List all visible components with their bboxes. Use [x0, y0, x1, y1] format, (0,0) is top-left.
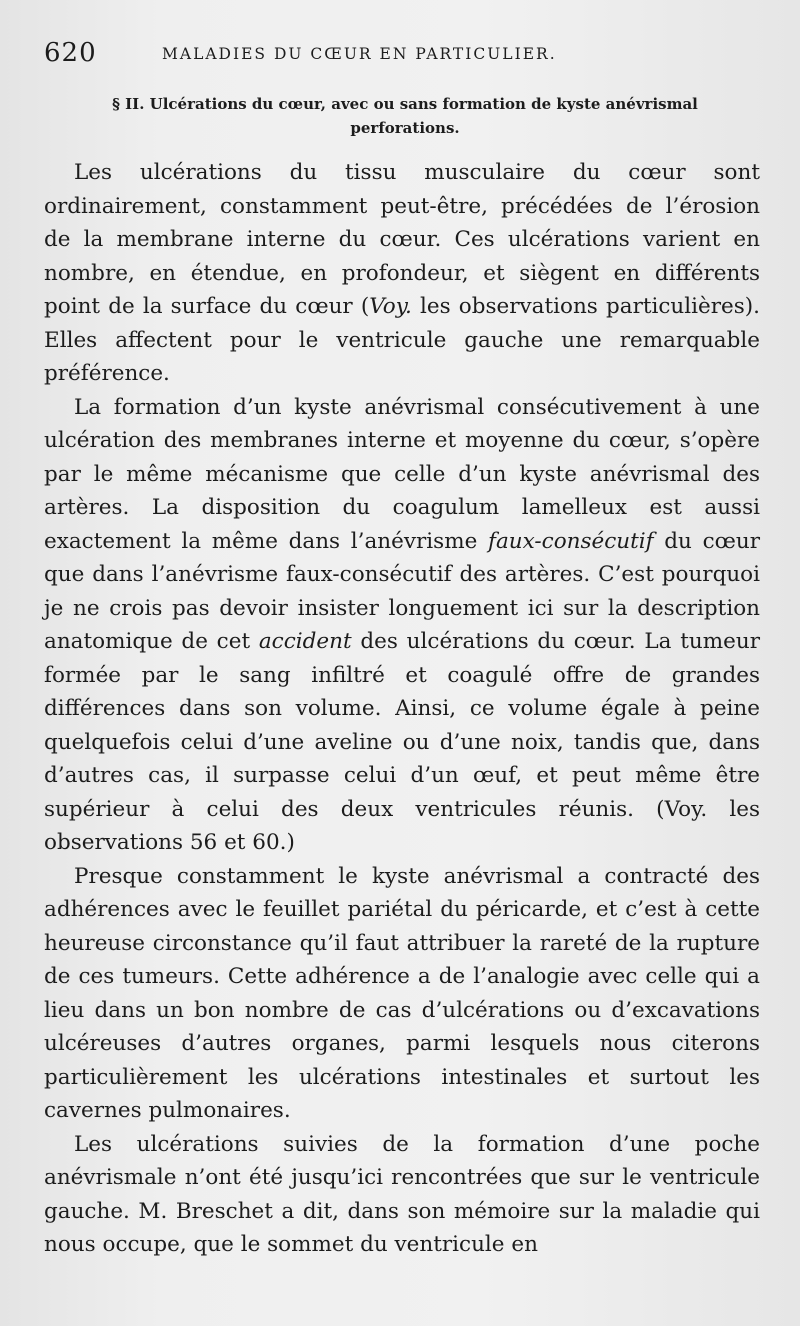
- paragraph-text: Les ulcérations du tissu musculaire du cœur sont ordinairement, constamment peut-être, précédées de l’érosion de la membrane interne du cœur. Ces ulcérations varient en nombre, en étendue, en profondeur, et siègent en différents point de la surface du cœur (: [44, 160, 760, 319]
- paragraph-text: La formation d’un kyste anévrismal consécutivement à une ulcération des membranes interne et moyenne du cœur, s’opère par le même mécanisme que celle d’un kyste anévrismal des artères. La disposition du coagulum lamelleux est aussi exactement la même dans l’anévrisme: [44, 394, 760, 554]
- paragraph-2: [44, 391, 760, 860]
- italic-text: accident: [258, 629, 352, 654]
- section-title-line: § II. Ulcérations du cœur, avec ou sans formation de kyste anévrismal: [112, 95, 698, 113]
- paragraph-text: du cœur que dans l’anévrisme faux-consécutif des artères. C’est pourquoi je ne crois pas devoir insister longuement ici sur la description anatomique de cet: [44, 528, 761, 654]
- section-title: [60, 92, 750, 140]
- paragraph-4: Les ulcérations suivies de la formation d’une poche anévrismale n’ont été jusqu’ici rencontrées que sur le ventricule gauche. M. Breschet a dit, dans son mémoire sur la maladie qui nous occupe, que le sommet du ventricule en: [44, 1131, 760, 1257]
- section-title-line: perforations.: [350, 119, 460, 137]
- running-title: MALADIES DU CŒUR EN PARTICULIER.: [162, 45, 557, 63]
- paragraph-3: Presque constamment le kyste anévrismal a contracté des adhérences avec le feuillet pariétal du péricarde, et c’est à cette heureuse circonstance qu’il faut attribuer la rareté de la rupture de ces tumeurs. Cette adhérence a de l’analogie avec celle qui a lieu dans un bon nombre de cas d’ulcérations ou d’excavations ulcéreuses d’autres organes, parmi lesquels nous citerons particulièrement les ulcérations intestinales et surtout les cavernes pulmonaires.: [44, 863, 760, 1123]
- paragraph-1: [44, 156, 760, 391]
- italic-text: Voy.: [369, 294, 412, 319]
- paragraph-text: les observations particulières). Elles affectent pour le ventricule gauche une remarquable préférence.: [44, 294, 760, 386]
- page-number: 620: [44, 38, 97, 68]
- paragraph-text: des ulcérations du cœur. La tumeur formée par le sang infiltré et coagulé offre de grandes différences dans son volume. Ainsi, ce volume égale à peine quelquefois celui d’une aveline ou d’une noix, tandis que, dans d’autres cas, il surpasse celui d’un œuf, et peut même être supérieur à celui des deux ventricules réunis. (Voy. les observations 56 et 60.): [44, 629, 760, 855]
- italic-text: faux-consécutif: [488, 528, 654, 554]
- page-header: [44, 38, 760, 74]
- body-text: [44, 156, 760, 1262]
